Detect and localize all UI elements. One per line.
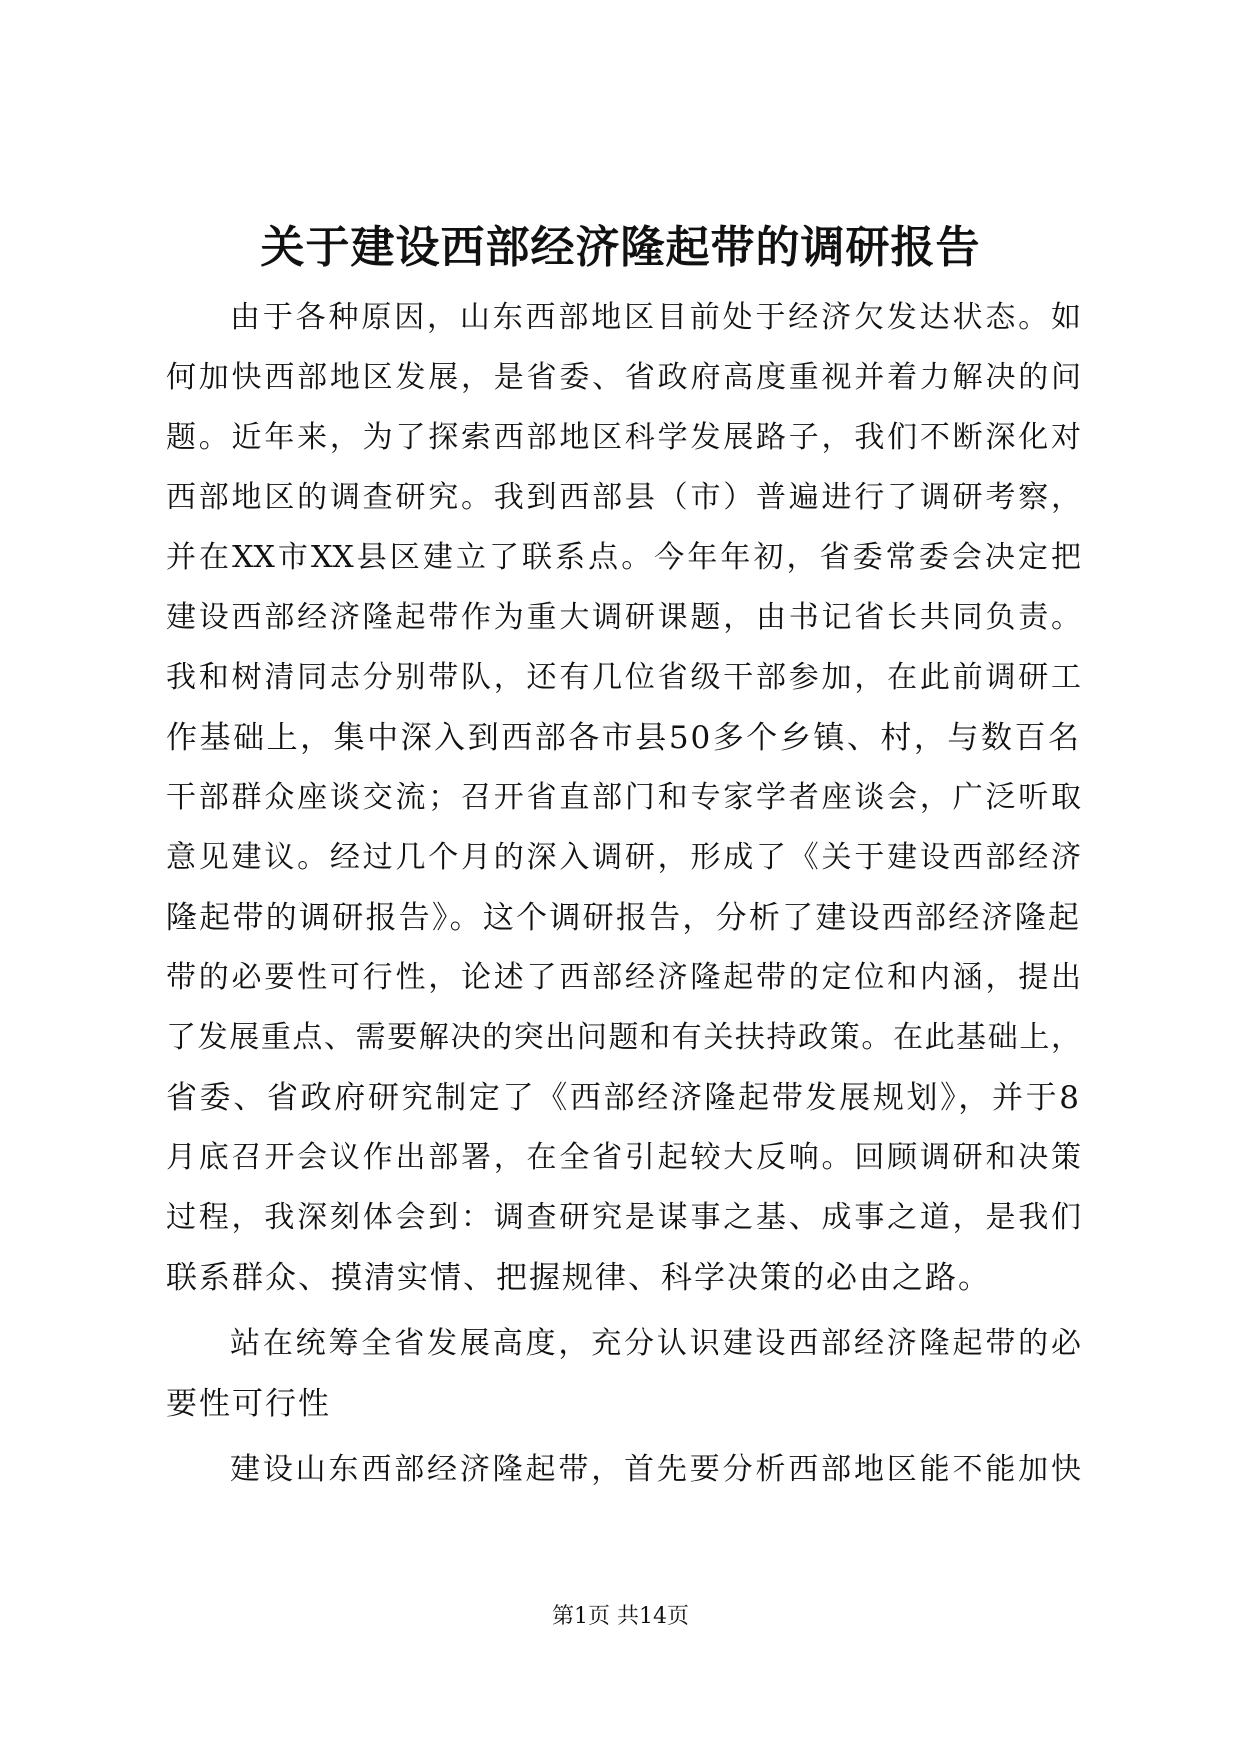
paragraph-line: 建设西部经济隆起带作为重大调研课题，由书记省长共同负责。 [166,600,1081,635]
paragraph-line: 意见建议。经过几个月的深入调研，形成了《关于建设西部经济 [166,840,1081,875]
document-body [166,288,1081,1500]
paragraph-line: 题。近年来，为了探索西部地区科学发展路子，我们不断深化对 [166,420,1081,455]
paragraph-line: 建设山东西部经济隆起带，首先要分析西部地区能不能加快 [230,1452,1081,1487]
paragraph-line: 何加快西部地区发展，是省委、省政府高度重视并着力解决的问 [166,360,1081,395]
paragraph-line: 我和树清同志分别带队，还有几位省级干部参加，在此前调研工 [166,660,1081,695]
paragraph-3 [166,1440,1081,1500]
paragraph-line: 并在XX市XX县区建立了联系点。今年年初，省委常委会决定把 [166,540,1081,575]
paragraph-line: 由于各种原因，山东西部地区目前处于经济欠发达状态。如 [230,300,1081,335]
paragraph-line: 联系群众、摸清实情、把握规律、科学决策的必由之路。 [166,1260,991,1296]
paragraph-line: 月底召开会议作出部署，在全省引起较大反响。回顾调研和决策 [166,1140,1081,1175]
paragraph-1 [166,288,1081,1308]
paragraph-line: 了发展重点、需要解决的突出问题和有关扶持政策。在此基础上， [166,1020,1081,1055]
paragraph-line: 带的必要性可行性，论述了西部经济隆起带的定位和内涵，提出 [166,960,1081,995]
paragraph-line: 隆起带的调研报告》。这个调研报告，分析了建设西部经济隆起 [166,900,1081,936]
paragraph-line: 干部群众座谈交流；召开省直部门和专家学者座谈会，广泛听取 [166,780,1081,815]
paragraph-line: 作基础上，集中深入到西部各市县50多个乡镇、村，与数百名 [166,720,1081,756]
paragraph-2 [166,1314,1081,1434]
page-footer: 第1页 共14页 [552,1604,689,1629]
paragraph-line: 站在统筹全省发展高度，充分认识建设西部经济隆起带的必 [230,1326,1081,1361]
paragraph-line: 西部地区的调查研究。我到西部县（市）普遍进行了调研考察， [166,480,1081,515]
paragraph-line: 省委、省政府研究制定了《西部经济隆起带发展规划》，并于8 [166,1080,1081,1116]
document-title: 关于建设西部经济隆起带的调研报告 [260,222,981,273]
paragraph-line: 过程，我深刻体会到：调查研究是谋事之基、成事之道，是我们 [166,1200,1081,1235]
paragraph-line: 要性可行性 [166,1386,331,1422]
